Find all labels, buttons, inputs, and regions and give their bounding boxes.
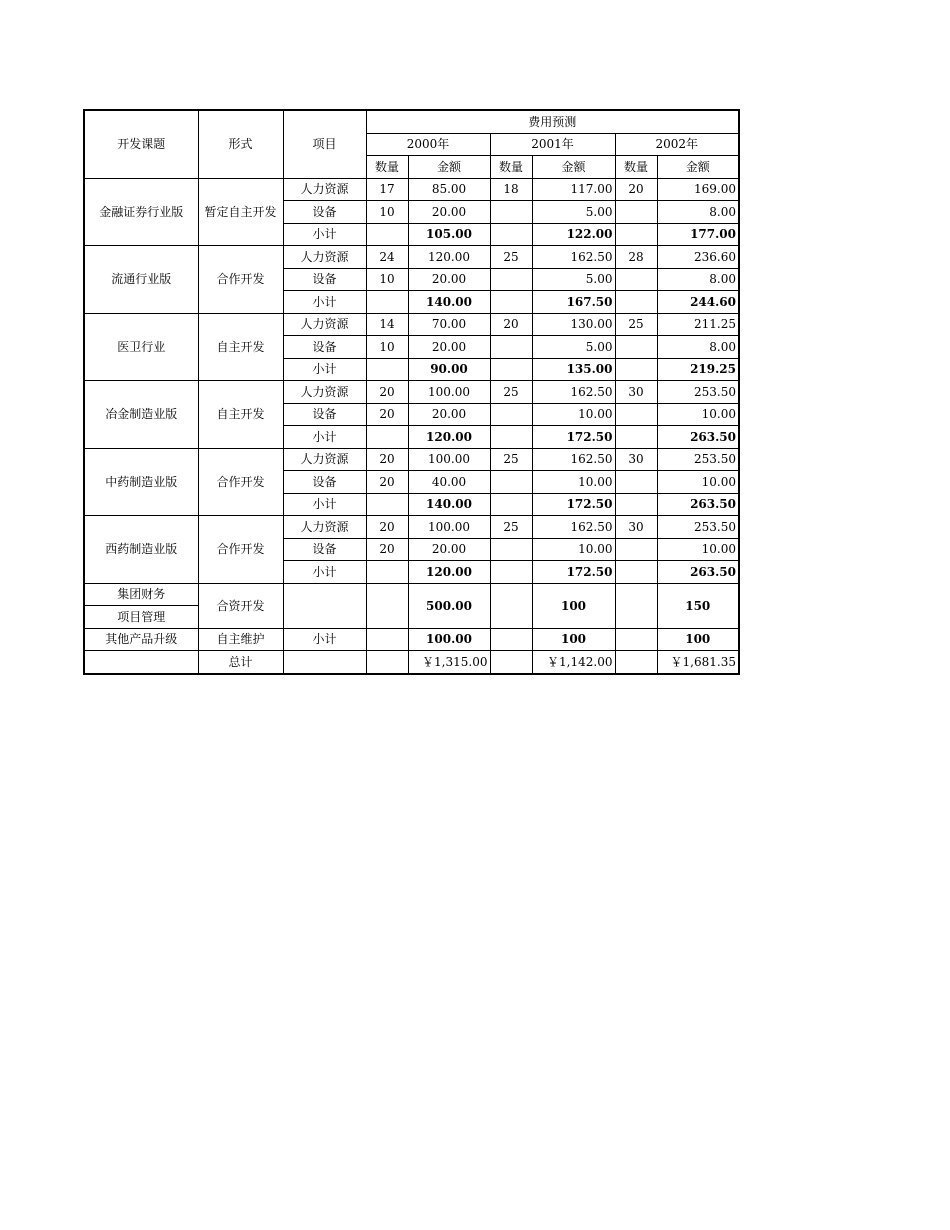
amount-2000: 20.00 <box>408 538 490 561</box>
qty-2002 <box>615 358 657 381</box>
amount-2000: 20.00 <box>408 403 490 426</box>
header-year-2002: 2002年 <box>615 133 739 156</box>
total-amount-2001: ￥1,142.00 <box>532 651 615 674</box>
qty-2001 <box>490 471 532 494</box>
empty-cell <box>490 583 532 628</box>
qty-2001 <box>490 336 532 359</box>
total-amount-2000: ￥1,315.00 <box>408 651 490 674</box>
amount-2002: 10.00 <box>657 403 739 426</box>
qty-2000: 20 <box>366 538 408 561</box>
empty-cell <box>490 651 532 674</box>
table-row <box>84 448 739 471</box>
qty-2000: 24 <box>366 246 408 269</box>
row-item: 人力资源 <box>283 516 366 539</box>
amount-2000: 100.00 <box>408 381 490 404</box>
group-finance-topic: 集团财务 <box>84 583 198 606</box>
qty-2001: 25 <box>490 516 532 539</box>
qty-2000: 20 <box>366 403 408 426</box>
header-forecast: 费用预测 <box>366 110 739 133</box>
amount-2002: 177.00 <box>657 223 739 246</box>
amount-2001: 167.50 <box>532 291 615 314</box>
amount-2001: 117.00 <box>532 178 615 201</box>
qty-2002 <box>615 538 657 561</box>
qty-2000: 10 <box>366 201 408 224</box>
qty-2001: 25 <box>490 381 532 404</box>
amount-2000: 100.00 <box>408 448 490 471</box>
amount-2000: 20.00 <box>408 201 490 224</box>
empty-cell <box>366 651 408 674</box>
other-upgrade-amount-2000: 100.00 <box>408 628 490 651</box>
amount-2002: 8.00 <box>657 201 739 224</box>
amount-2001: 5.00 <box>532 336 615 359</box>
qty-2000 <box>366 291 408 314</box>
amount-2001: 135.00 <box>532 358 615 381</box>
amount-2001: 10.00 <box>532 403 615 426</box>
group-form: 合作开发 <box>198 448 283 516</box>
qty-2000: 20 <box>366 516 408 539</box>
other-upgrade-topic: 其他产品升级 <box>84 628 198 651</box>
qty-2000 <box>366 426 408 449</box>
row-item: 小计 <box>283 358 366 381</box>
group-form: 合作开发 <box>198 516 283 584</box>
amount-2001: 162.50 <box>532 381 615 404</box>
row-item: 人力资源 <box>283 448 366 471</box>
row-item: 设备 <box>283 336 366 359</box>
amount-2000: 90.00 <box>408 358 490 381</box>
amount-2001: 10.00 <box>532 538 615 561</box>
amount-2002: 263.50 <box>657 561 739 584</box>
amount-2000: 140.00 <box>408 291 490 314</box>
header-amount: 金额 <box>657 156 739 179</box>
amount-2001: 172.50 <box>532 493 615 516</box>
table-row <box>84 516 739 539</box>
amount-2000: 120.00 <box>408 561 490 584</box>
row-item: 小计 <box>283 561 366 584</box>
table-row <box>84 178 739 201</box>
qty-2001 <box>490 268 532 291</box>
total-amount-2002: ￥1,681.35 <box>657 651 739 674</box>
table-row <box>84 246 739 269</box>
qty-2002: 30 <box>615 516 657 539</box>
qty-2002: 30 <box>615 448 657 471</box>
amount-2000: 120.00 <box>408 426 490 449</box>
qty-2001: 20 <box>490 313 532 336</box>
qty-2001: 18 <box>490 178 532 201</box>
cost-forecast-table <box>83 109 740 675</box>
amount-2001: 162.50 <box>532 516 615 539</box>
qty-2000: 10 <box>366 336 408 359</box>
empty-cell <box>366 583 408 628</box>
group-form: 自主开发 <box>198 381 283 449</box>
qty-2002 <box>615 268 657 291</box>
row-item: 小计 <box>283 291 366 314</box>
qty-2000: 20 <box>366 381 408 404</box>
header-qty: 数量 <box>490 156 532 179</box>
group-form: 暂定自主开发 <box>198 178 283 246</box>
amount-2002: 263.50 <box>657 426 739 449</box>
amount-2001: 162.50 <box>532 246 615 269</box>
amount-2000: 105.00 <box>408 223 490 246</box>
amount-2002: 253.50 <box>657 516 739 539</box>
other-upgrade-item: 小计 <box>283 628 366 651</box>
qty-2000: 17 <box>366 178 408 201</box>
group-topic: 流通行业版 <box>84 246 198 314</box>
amount-2001: 10.00 <box>532 471 615 494</box>
header-item: 项目 <box>283 110 366 178</box>
qty-2002 <box>615 493 657 516</box>
qty-2002 <box>615 471 657 494</box>
amount-2002: 10.00 <box>657 471 739 494</box>
amount-2001: 130.00 <box>532 313 615 336</box>
other-upgrade-amount-2001: 100 <box>532 628 615 651</box>
total-label: 总计 <box>198 651 283 674</box>
header-year-2001: 2001年 <box>490 133 615 156</box>
group-finance-amount-2001: 100 <box>532 583 615 628</box>
amount-2002: 8.00 <box>657 336 739 359</box>
row-item: 设备 <box>283 201 366 224</box>
header-qty: 数量 <box>615 156 657 179</box>
qty-2002: 25 <box>615 313 657 336</box>
empty-cell <box>366 628 408 651</box>
qty-2001 <box>490 538 532 561</box>
group-finance-form: 合资开发 <box>198 583 283 628</box>
row-item: 小计 <box>283 426 366 449</box>
amount-2001: 122.00 <box>532 223 615 246</box>
row-item: 人力资源 <box>283 178 366 201</box>
qty-2000: 10 <box>366 268 408 291</box>
qty-2001 <box>490 426 532 449</box>
group-topic: 冶金制造业版 <box>84 381 198 449</box>
header-qty: 数量 <box>366 156 408 179</box>
qty-2001 <box>490 358 532 381</box>
amount-2000: 20.00 <box>408 336 490 359</box>
amount-2002: 10.00 <box>657 538 739 561</box>
group-form: 自主开发 <box>198 313 283 381</box>
qty-2002 <box>615 561 657 584</box>
row-item: 人力资源 <box>283 246 366 269</box>
group-topic: 中药制造业版 <box>84 448 198 516</box>
qty-2001: 25 <box>490 448 532 471</box>
amount-2000: 85.00 <box>408 178 490 201</box>
amount-2002: 236.60 <box>657 246 739 269</box>
group-topic: 医卫行业 <box>84 313 198 381</box>
group-form: 合作开发 <box>198 246 283 314</box>
amount-2002: 169.00 <box>657 178 739 201</box>
amount-2002: 263.50 <box>657 493 739 516</box>
amount-2001: 172.50 <box>532 426 615 449</box>
other-upgrade-form: 自主维护 <box>198 628 283 651</box>
qty-2002: 28 <box>615 246 657 269</box>
amount-2001: 5.00 <box>532 201 615 224</box>
amount-2001: 5.00 <box>532 268 615 291</box>
qty-2000 <box>366 358 408 381</box>
qty-2002: 20 <box>615 178 657 201</box>
qty-2000 <box>366 223 408 246</box>
header-amount: 金额 <box>408 156 490 179</box>
amount-2002: 253.50 <box>657 448 739 471</box>
group-topic: 金融证券行业版 <box>84 178 198 246</box>
empty-cell <box>490 628 532 651</box>
empty-cell <box>283 583 366 628</box>
qty-2001 <box>490 493 532 516</box>
qty-2002: 30 <box>615 381 657 404</box>
empty-cell <box>615 583 657 628</box>
empty-cell <box>615 628 657 651</box>
qty-2002 <box>615 403 657 426</box>
qty-2002 <box>615 426 657 449</box>
row-item: 人力资源 <box>283 381 366 404</box>
qty-2000: 20 <box>366 448 408 471</box>
row-item: 小计 <box>283 493 366 516</box>
group-topic: 西药制造业版 <box>84 516 198 584</box>
header-form: 形式 <box>198 110 283 178</box>
qty-2002 <box>615 223 657 246</box>
amount-2000: 120.00 <box>408 246 490 269</box>
header-amount: 金额 <box>532 156 615 179</box>
table-row <box>84 381 739 404</box>
row-item: 设备 <box>283 268 366 291</box>
amount-2002: 211.25 <box>657 313 739 336</box>
amount-2002: 8.00 <box>657 268 739 291</box>
amount-2001: 172.50 <box>532 561 615 584</box>
header-topic: 开发课题 <box>84 110 198 178</box>
qty-2000: 20 <box>366 471 408 494</box>
group-finance-amount-2002: 150 <box>657 583 739 628</box>
qty-2001 <box>490 403 532 426</box>
qty-2001 <box>490 561 532 584</box>
header-year-2000: 2000年 <box>366 133 490 156</box>
qty-2001 <box>490 223 532 246</box>
row-item: 设备 <box>283 471 366 494</box>
qty-2002 <box>615 291 657 314</box>
amount-2000: 40.00 <box>408 471 490 494</box>
empty-cell <box>615 651 657 674</box>
qty-2001 <box>490 201 532 224</box>
amount-2000: 70.00 <box>408 313 490 336</box>
group-finance-amount-2000: 500.00 <box>408 583 490 628</box>
empty-cell <box>283 651 366 674</box>
qty-2000 <box>366 493 408 516</box>
qty-2002 <box>615 201 657 224</box>
amount-2001: 162.50 <box>532 448 615 471</box>
amount-2002: 219.25 <box>657 358 739 381</box>
qty-2001 <box>490 291 532 314</box>
qty-2000: 14 <box>366 313 408 336</box>
amount-2000: 100.00 <box>408 516 490 539</box>
row-item: 设备 <box>283 403 366 426</box>
amount-2002: 253.50 <box>657 381 739 404</box>
empty-cell <box>84 651 198 674</box>
amount-2000: 20.00 <box>408 268 490 291</box>
row-item: 设备 <box>283 538 366 561</box>
table-row <box>84 313 739 336</box>
qty-2000 <box>366 561 408 584</box>
amount-2000: 140.00 <box>408 493 490 516</box>
project-mgmt-topic: 项目管理 <box>84 606 198 629</box>
other-upgrade-amount-2002: 100 <box>657 628 739 651</box>
qty-2002 <box>615 336 657 359</box>
qty-2001: 25 <box>490 246 532 269</box>
row-item: 人力资源 <box>283 313 366 336</box>
amount-2002: 244.60 <box>657 291 739 314</box>
row-item: 小计 <box>283 223 366 246</box>
